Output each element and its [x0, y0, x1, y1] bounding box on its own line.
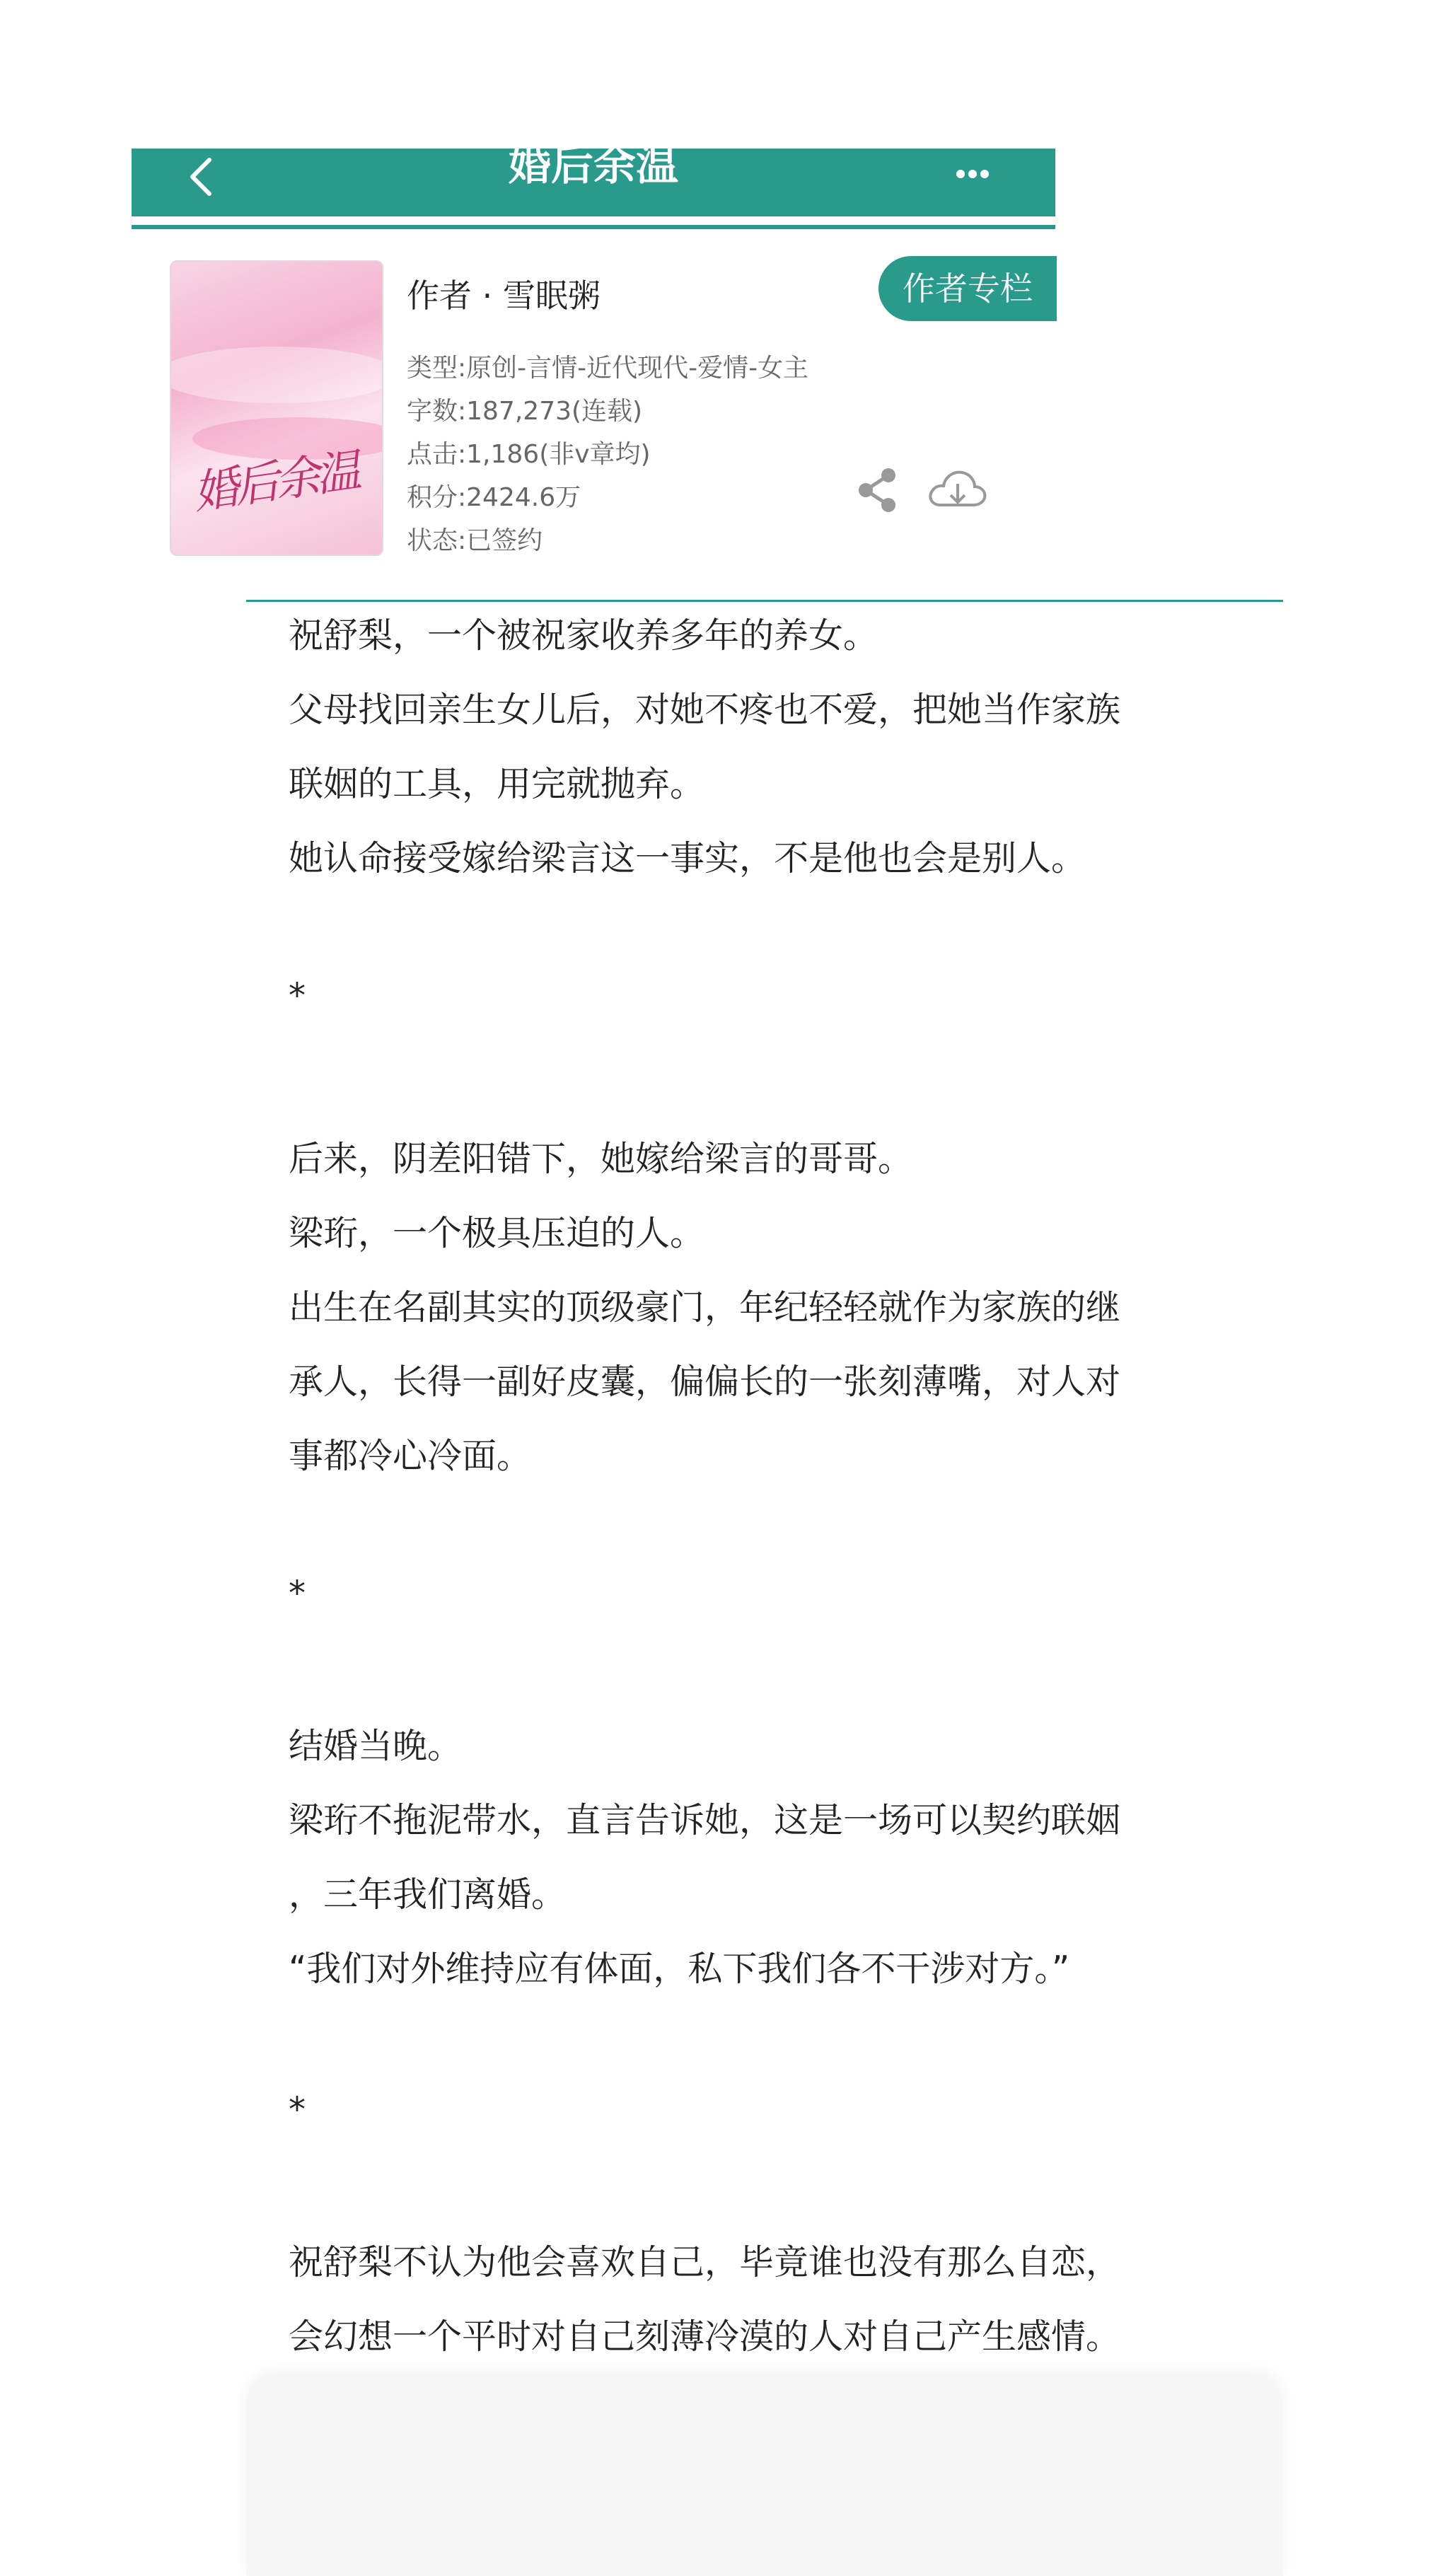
click-count: 点击:1,186(非v章均)	[407, 440, 651, 469]
score: 积分:2424.6万	[407, 483, 581, 512]
content-line: 祝舒梨，一个被祝家收养多年的养女。	[289, 615, 878, 656]
book-type: 类型:原创-言情-近代现代-爱情-女主	[407, 354, 809, 383]
content-line: 结婚当晚。	[289, 1726, 463, 1766]
download-icon[interactable]	[925, 465, 987, 515]
content-divider	[246, 600, 1283, 602]
more-icon[interactable]	[956, 156, 1006, 195]
bottom-panel	[246, 2375, 1283, 2576]
content-line: 事都冷心冷面。	[289, 1436, 532, 1476]
content-line: 祝舒梨不认为他会喜欢自己，毕竟谁也没有那么自恋，	[289, 2242, 1121, 2282]
author-name[interactable]: 作者 · 雪眠粥	[407, 277, 601, 315]
content-line: 会幻想一个平时对自己刻薄冷漠的人对自己产生感情。	[289, 2316, 1121, 2357]
word-count: 字数:187,273(连载)	[407, 397, 643, 426]
content-line: 联姻的工具，用完就抛弃。	[289, 764, 705, 804]
section-separator: *	[289, 2090, 306, 2130]
content-line: 她认命接受嫁给梁言这一事实，不是他也会是别人。	[289, 838, 1086, 878]
content-line: 承人，长得一副好皮囊，偏偏长的一张刻薄嘴，对人对	[289, 1362, 1121, 1402]
content-line: 梁珩，一个极具压迫的人。	[289, 1213, 705, 1253]
content-line: 出生在名副其实的顶级豪门，年纪轻轻就作为家族的继	[289, 1287, 1121, 1328]
section-separator: *	[289, 976, 306, 1016]
page-title: 婚后余温	[509, 141, 678, 190]
cover-title: 婚后余温	[190, 445, 360, 520]
content-line: 梁珩不拖泥带水，直言告诉她，这是一场可以契约联姻	[289, 1800, 1121, 1840]
content-line: 后来，阴差阳错下，她嫁给梁言的哥哥。	[289, 1139, 913, 1179]
content-line: ，三年我们离婚。	[289, 1874, 567, 1915]
sign-status: 状态:已签约	[407, 526, 543, 555]
share-icon[interactable]	[853, 465, 903, 515]
header-underline	[132, 225, 1055, 229]
top-bar	[132, 141, 1055, 216]
content-line: 父母找回亲生女儿后，对她不疼也不爱，把她当作家族	[289, 690, 1121, 730]
author-column-button[interactable]: 作者专栏	[878, 256, 1057, 321]
section-separator: *	[289, 1574, 306, 1613]
content-line: “我们对外维持应有体面，私下我们各不干涉对方。”	[289, 1949, 1070, 1989]
book-cover[interactable]	[170, 260, 383, 556]
